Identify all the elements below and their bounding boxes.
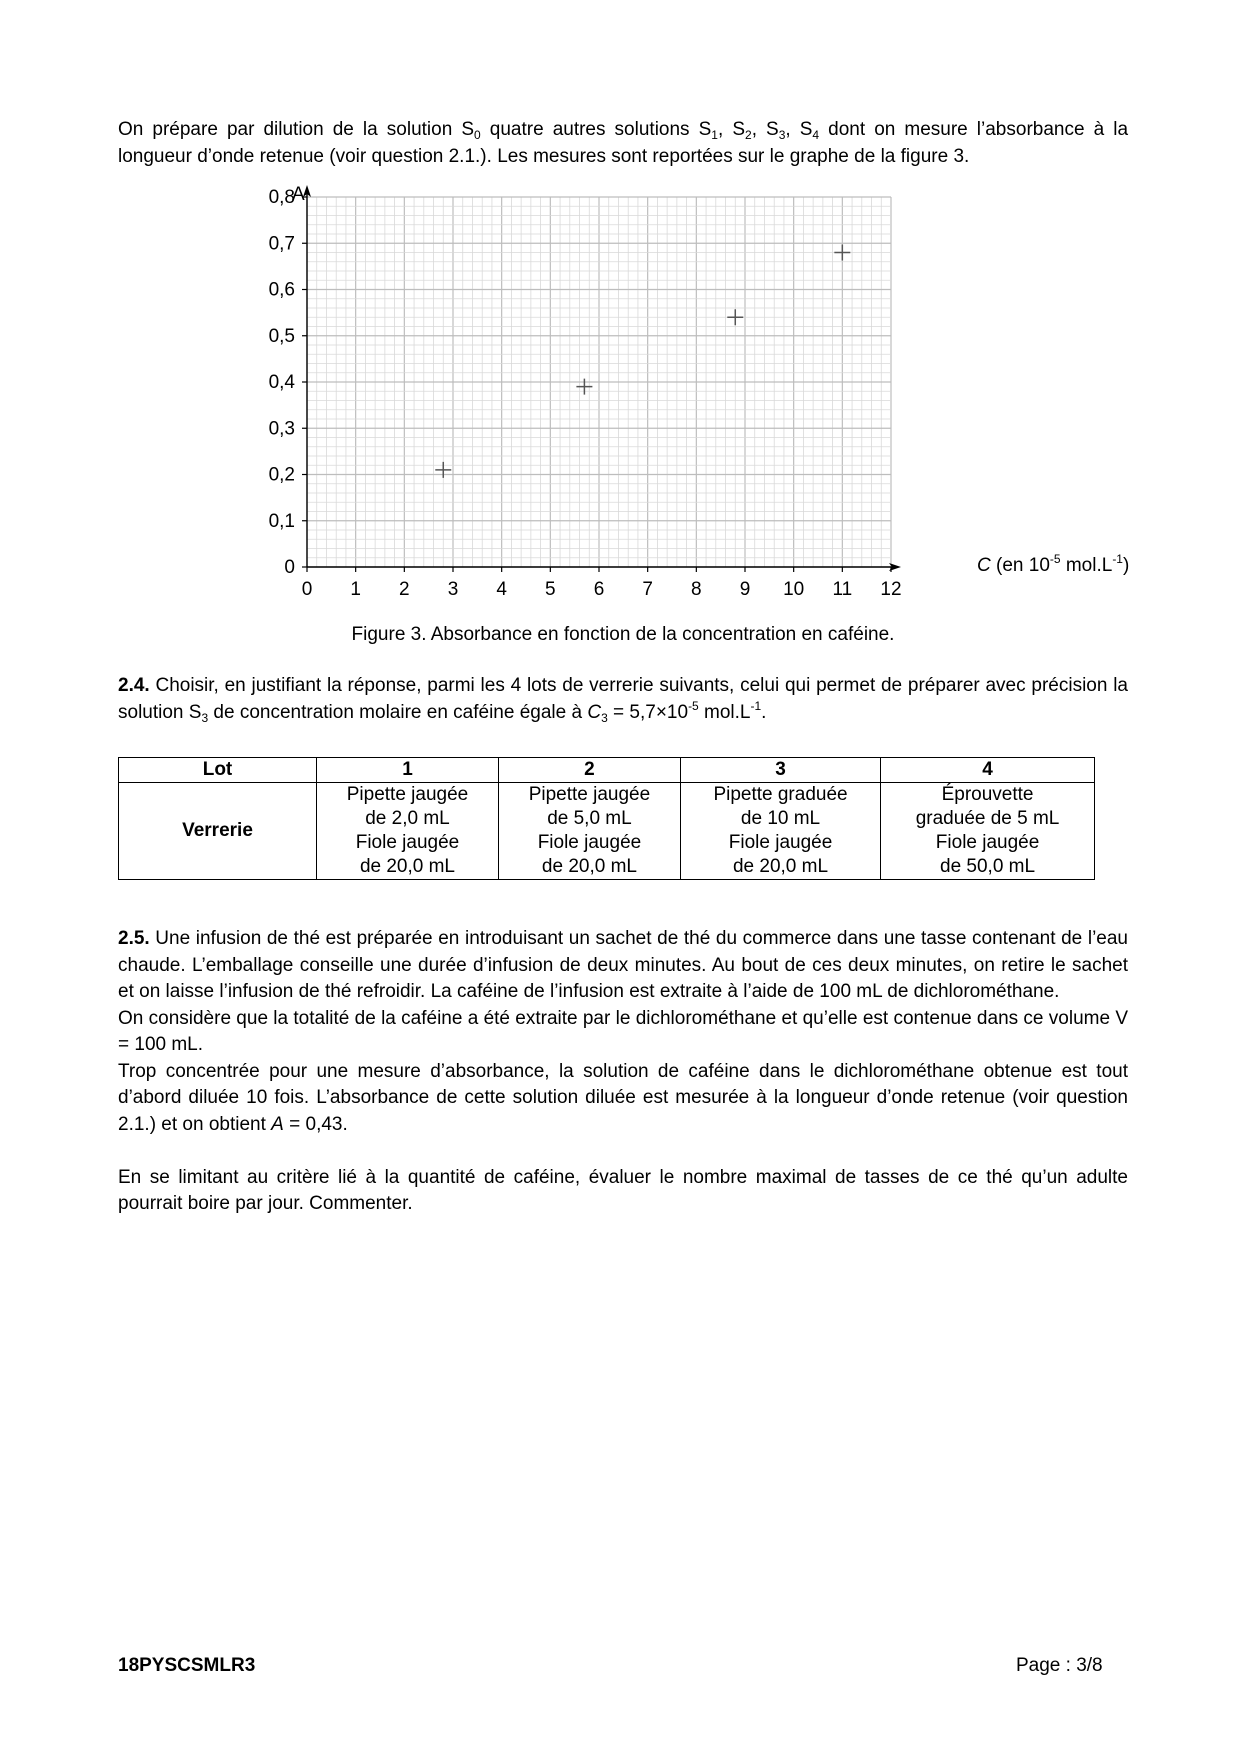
question-2-4 [118,673,1128,726]
y-tick-label: 0,5 [268,325,295,347]
cell-line: de 2,0 mL [365,808,450,829]
y-tick-label: 0,6 [268,279,295,301]
cell-line: Pipette jaugée [346,784,469,805]
superscript: -1 [750,698,762,713]
table-cell-lot-4 [881,783,1095,880]
question-2-5 [118,926,1128,1218]
question-number: 2.4. [118,675,150,696]
cell-line: Pipette jaugée [528,784,651,805]
y-axis-label: A [292,184,305,205]
table-row-label: Verrerie [119,783,317,880]
x-tick-label: 6 [593,579,605,600]
intro-text: On prépare par dilution de la solution S [118,119,475,140]
x-tick-label: 4 [496,579,507,600]
table-header-lot-3: 3 [680,758,880,783]
question-text: Trop concentrée pour une mesure d’absorbance, la solution de caféine dans le dichlorométhane obtenue est tout d’abord diluée 10 fois. L’absorbance de cette solution diluée est mesurée à la longueur d’onde retenue (voir question 2.1.) et on obtient [118,1060,1128,1135]
x-tick-label: 5 [545,579,556,600]
x-tick-label: 7 [642,579,653,600]
variable: A [271,1113,284,1135]
question-text: On considère que la totalité de la caféine a été extraite par le dichlorométhane et qu’elle est contenue dans ce volume V = 100 mL. [118,1007,1128,1055]
y-tick-label: 0,7 [268,233,295,255]
cell-line: de 20,0 mL [359,856,456,877]
subscript: 2 [745,128,752,142]
data-point [576,379,592,395]
intro-text: , S [751,119,779,140]
table-header-lot-4: 4 [881,758,1095,783]
table-cell-lot-3 [680,783,880,880]
cell-line: de 20,0 mL [732,856,829,877]
cell-line: de 5,0 mL [547,808,632,829]
x-axis-label-unit: mol.L [1060,555,1113,576]
table-row [119,783,1095,880]
figure-caption: Figure 3. Absorbance en fonction de la concentration en caféine. [351,624,895,645]
intro-paragraph [118,117,1128,170]
y-tick-label: 0 [284,557,295,578]
question-text: = 5,7×10 [607,701,689,723]
x-axis-label-unit: (en 10 [990,555,1050,576]
y-tick-label: 0,2 [268,464,295,486]
table-cell-lot-2 [498,783,680,880]
data-point [727,309,743,325]
x-tick-label: 1 [350,579,361,600]
subscript: 1 [711,128,718,142]
chart-points [435,245,850,478]
cell-line: Fiole jaugée [728,832,833,853]
superscript: -5 [688,698,699,713]
x-tick-label: 8 [691,579,702,600]
x-tick-label: 11 [832,579,853,600]
cell-line: Éprouvette [941,784,1034,805]
cell-line: de 10 mL [740,808,821,829]
x-tick-label: 0 [301,579,313,600]
question-text: = 0,43. [283,1113,348,1135]
y-tick-label: 0,4 [268,372,295,393]
subscript: 3 [778,128,786,142]
question-text: Une infusion de thé est préparée en introduisant un sachet de thé du commerce dans une tasse contenant de l’eau chaude. L’emballage conseille une durée d’infusion de deux minutes. Au bout de ces deux minutes, on retire le sachet et on laisse l’infusion de thé refroidir. La caféine de l’infusion est extraite à l’aide de 100 mL de dichlorométhane. [118,928,1128,1002]
x-tick-label: 9 [739,579,751,600]
x-axis-label [977,552,1129,576]
question-text: . [761,701,767,723]
intro-text: , S [717,119,745,140]
cell-line: de 50,0 mL [940,856,1036,877]
table-header-lot-2: 2 [498,758,680,783]
page-number: Page : 3/8 [1016,1655,1103,1676]
table-header-lot-1: 1 [317,758,499,783]
x-tick-label: 2 [399,579,410,600]
x-axis-label-var: C [977,555,991,576]
question-text: En se limitant au critère lié à la quantité de caféine, évaluer le nombre maximal de tasses de ce thé qu’un adulte pourrait boire par jour. Commenter. [118,1166,1128,1214]
question-number: 2.5. [118,928,150,949]
y-tick-label: 0,3 [268,418,295,440]
table-cell-lot-1 [317,783,499,880]
cell-line: graduée de 5 mL [915,808,1060,829]
cell-line: Fiole jaugée [355,832,460,853]
x-tick-label: 10 [783,579,805,600]
absorbance-chart [240,180,1160,610]
chart-grid [307,197,891,567]
cell-line: Pipette graduée [713,784,848,805]
data-point [834,245,850,261]
question-text: Choisir, en justifiant la réponse, parmi les 4 lots de verrerie suivants, celui qui permet de préparer avec précision la solution S [118,675,1128,723]
question-text: de concentration molaire en caféine égale à [208,701,588,723]
data-point [435,462,451,478]
y-tick-label: 0,8 [268,187,295,208]
variable: C [587,701,602,723]
x-axis-label-exp: -1 [1112,552,1123,566]
table-header-lot: Lot [119,758,317,783]
subscript: 4 [812,128,820,142]
cell-line: Fiole jaugée [935,832,1040,853]
cell-line: Fiole jaugée [537,832,642,853]
exam-code: 18PYSCSMLR3 [118,1655,256,1676]
chart-svg [240,180,1160,610]
cell-line: de 20,0 mL [541,856,637,877]
x-tick-label: 12 [880,579,902,600]
y-tick-label: 0,1 [268,510,295,532]
x-axis-label-paren: ) [1122,555,1130,576]
x-axis-label-exp: -5 [1049,552,1061,566]
table-header-row [119,758,1095,783]
intro-text: dont on mesure l’absorbance à la longueur d’onde retenue (voir question 2.1.). Les mesures sont reportées sur le graphe de la figure 3. [118,119,1129,167]
subscript: 3 [601,710,608,725]
intro-text: quatre autres solutions S [480,119,712,140]
intro-text: , S [785,119,813,140]
subscript: 3 [201,710,209,725]
x-tick-label: 3 [447,579,459,600]
question-text: mol.L [698,701,751,723]
verrerie-table [118,757,1095,880]
subscript: 0 [474,128,481,142]
